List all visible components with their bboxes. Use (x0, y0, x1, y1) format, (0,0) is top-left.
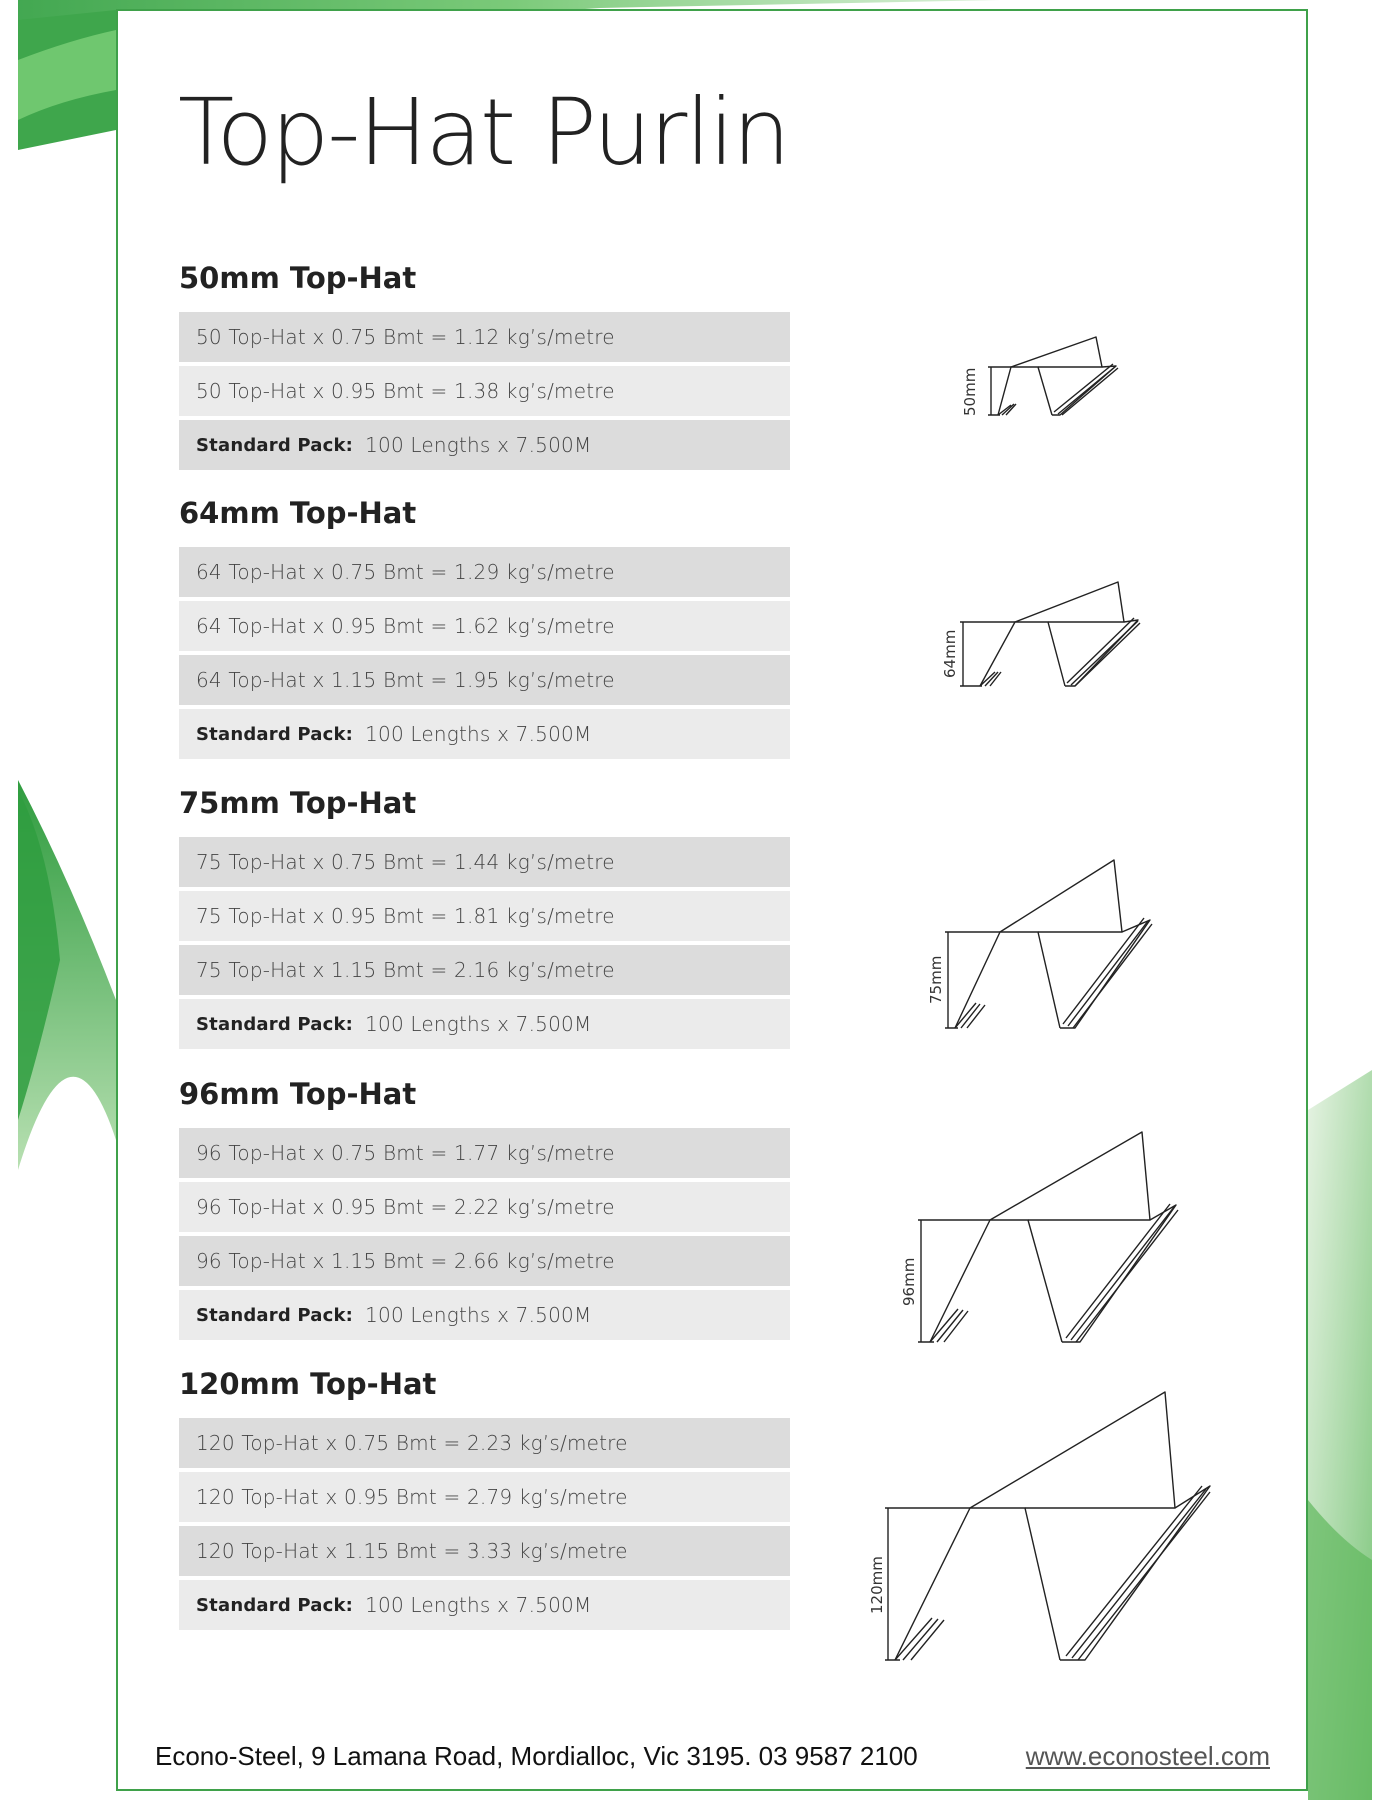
table-row (179, 655, 790, 705)
standard-pack-row (179, 999, 790, 1049)
row-text: 75 Top-Hat x 1.15 Bmt = 2.16 kg’s/metre (196, 958, 615, 982)
dimension-label: 64mm (941, 629, 959, 678)
row-text: 50 Top-Hat x 0.95 Bmt = 1.38 kg’s/metre (196, 379, 615, 403)
section-50mm (179, 258, 790, 474)
table-row (179, 547, 790, 597)
table-row (179, 1472, 790, 1522)
standard-pack-value: 100 Lengths x 7.500M (365, 433, 592, 457)
standard-pack-label: Standard Pack: (196, 434, 354, 456)
standard-pack-value: 100 Lengths x 7.500M (365, 1303, 592, 1327)
standard-pack-value: 100 Lengths x 7.500M (365, 1593, 592, 1617)
standard-pack-label: Standard Pack: (196, 1304, 354, 1326)
table-row (179, 1236, 790, 1286)
dimension-label: 120mm (868, 1556, 886, 1614)
section-heading: 64mm Top-Hat (179, 496, 417, 530)
row-text: 120 Top-Hat x 1.15 Bmt = 3.33 kg’s/metre (196, 1539, 628, 1563)
section-64mm (179, 493, 790, 763)
table-row (179, 1526, 790, 1576)
row-text: 96 Top-Hat x 0.75 Bmt = 1.77 kg’s/metre (196, 1141, 615, 1165)
standard-pack-label: Standard Pack: (196, 1013, 354, 1035)
footer (155, 1741, 1270, 1772)
table-row (179, 1182, 790, 1232)
dimension-label: 96mm (900, 1257, 918, 1306)
section-75mm (179, 783, 790, 1053)
row-text: 64 Top-Hat x 1.15 Bmt = 1.95 kg’s/metre (196, 668, 615, 692)
standard-pack-value: 100 Lengths x 7.500M (365, 722, 592, 746)
dimension-label: 50mm (961, 367, 979, 416)
footer-address: Econo-Steel, 9 Lamana Road, Mordialloc, Vic 3195. 03 9587 2100 (155, 1741, 918, 1771)
table-row (179, 837, 790, 887)
table-row (179, 1128, 790, 1178)
table-row (179, 601, 790, 651)
dimension-label: 75mm (927, 955, 945, 1004)
section-heading: 120mm Top-Hat (179, 1367, 437, 1401)
row-text: 64 Top-Hat x 0.75 Bmt = 1.29 kg’s/metre (196, 560, 615, 584)
row-text: 50 Top-Hat x 0.75 Bmt = 1.12 kg’s/metre (196, 325, 615, 349)
table-row (179, 891, 790, 941)
standard-pack-value: 100 Lengths x 7.500M (365, 1012, 592, 1036)
table-row (179, 366, 790, 416)
standard-pack-label: Standard Pack: (196, 723, 354, 745)
section-heading: 50mm Top-Hat (179, 261, 417, 295)
table-row (179, 1418, 790, 1468)
row-text: 64 Top-Hat x 0.95 Bmt = 1.62 kg’s/metre (196, 614, 615, 638)
row-text: 120 Top-Hat x 0.75 Bmt = 2.23 kg’s/metre (196, 1431, 628, 1455)
row-text: 75 Top-Hat x 0.95 Bmt = 1.81 kg’s/metre (196, 904, 615, 928)
row-text: 75 Top-Hat x 0.75 Bmt = 1.44 kg’s/metre (196, 850, 615, 874)
row-text: 120 Top-Hat x 0.95 Bmt = 2.79 kg’s/metre (196, 1485, 628, 1509)
standard-pack-label: Standard Pack: (196, 1594, 354, 1616)
website-link[interactable]: www.econosteel.com (1025, 1741, 1270, 1771)
table-row (179, 945, 790, 995)
section-heading: 96mm Top-Hat (179, 1077, 417, 1111)
section-heading: 75mm Top-Hat (179, 786, 417, 820)
section-120mm (179, 1364, 790, 1634)
standard-pack-row (179, 1290, 790, 1340)
row-text: 96 Top-Hat x 0.95 Bmt = 2.22 kg’s/metre (196, 1195, 615, 1219)
standard-pack-row (179, 709, 790, 759)
standard-pack-row (179, 420, 790, 470)
table-row (179, 312, 790, 362)
page-title: Top-Hat Purlin (178, 79, 789, 186)
standard-pack-row (179, 1580, 790, 1630)
section-96mm (179, 1074, 790, 1344)
row-text: 96 Top-Hat x 1.15 Bmt = 2.66 kg’s/metre (196, 1249, 615, 1273)
